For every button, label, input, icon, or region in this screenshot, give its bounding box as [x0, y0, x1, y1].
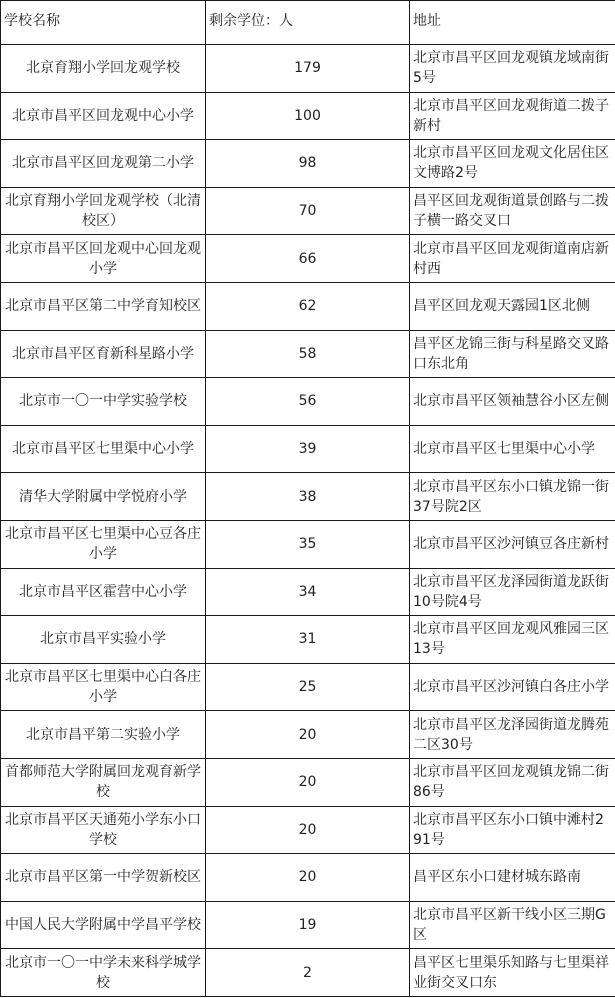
address-cell: 北京市昌平区新干线小区三期G区	[410, 901, 615, 949]
remaining-seats-cell: 25	[206, 663, 410, 711]
remaining-seats-cell: 179	[206, 45, 410, 93]
school-name-cell: 北京市昌平区天通苑小学东小口学校	[1, 806, 206, 854]
address-cell: 昌平区七里渠乐知路与七里渠祥业街交叉口东	[410, 949, 615, 997]
table-row	[1, 568, 615, 616]
remaining-seats-cell: 38	[206, 473, 410, 521]
address-cell: 北京市昌平区沙河镇白各庄小学	[410, 663, 615, 711]
school-name-cell: 北京市昌平区育新科星路小学	[1, 330, 206, 378]
table-row	[1, 330, 615, 378]
remaining-seats-cell: 58	[206, 330, 410, 378]
remaining-seats-cell: 98	[206, 140, 410, 188]
table-row	[1, 520, 615, 568]
address-cell: 北京市昌平区回龙观文化居住区文博路2号	[410, 140, 615, 188]
school-name-cell: 北京育翔小学回龙观学校（北清校区）	[1, 187, 206, 235]
remaining-seats-cell: 35	[206, 520, 410, 568]
address-cell: 北京市昌平区沙河镇豆各庄新村	[410, 520, 615, 568]
address-cell: 北京市昌平区回龙观镇龙域南街5号	[410, 45, 615, 93]
school-name-cell: 北京市昌平区回龙观中心回龙观小学	[1, 235, 206, 283]
school-name-cell: 北京市一〇一中学实验学校	[1, 378, 206, 426]
address-cell: 北京市昌平区回龙观街道南店新村西	[410, 235, 615, 283]
remaining-seats-cell: 56	[206, 378, 410, 426]
table-row	[1, 235, 615, 283]
table-row	[1, 616, 615, 664]
school-name-cell: 北京市昌平第二实验小学	[1, 711, 206, 759]
school-name-cell: 清华大学附属中学悦府小学	[1, 473, 206, 521]
address-cell: 昌平区龙锦三街与科星路交叉路口东北角	[410, 330, 615, 378]
school-name-cell: 北京市昌平区七里渠中心豆各庄小学	[1, 520, 206, 568]
header-remaining-seats: 剩余学位：人	[206, 1, 410, 45]
remaining-seats-cell: 19	[206, 901, 410, 949]
address-cell: 北京市昌平区龙泽园街道龙腾苑二区30号	[410, 711, 615, 759]
school-name-cell: 北京市昌平实验小学	[1, 616, 206, 664]
table-row	[1, 187, 615, 235]
remaining-seats-cell: 66	[206, 235, 410, 283]
address-cell: 北京市昌平区回龙观镇龙锦二街86号	[410, 758, 615, 806]
remaining-seats-cell: 20	[206, 758, 410, 806]
address-cell: 北京市昌平区龙泽园街道龙跃街10号院4号	[410, 568, 615, 616]
remaining-seats-cell: 2	[206, 949, 410, 997]
remaining-seats-cell: 20	[206, 854, 410, 902]
school-name-cell: 北京市昌平区回龙观第二小学	[1, 140, 206, 188]
address-cell: 北京市昌平区回龙观风雅园三区13号	[410, 616, 615, 664]
remaining-seats-cell: 34	[206, 568, 410, 616]
table-row	[1, 140, 615, 188]
address-cell: 昌平区回龙观街道景创路与二拨子横一路交叉口	[410, 187, 615, 235]
school-name-cell: 北京市一〇一中学未来科学城学校	[1, 949, 206, 997]
table-row	[1, 901, 615, 949]
table-row	[1, 378, 615, 426]
header-address: 地址	[410, 1, 615, 45]
remaining-seats-cell: 20	[206, 711, 410, 759]
header-school-name: 学校名称	[1, 1, 206, 45]
table-row	[1, 473, 615, 521]
address-cell: 昌平区东小口建材城东路南	[410, 854, 615, 902]
table-row	[1, 282, 615, 330]
table-row	[1, 711, 615, 759]
table-body	[1, 45, 615, 997]
school-name-cell: 北京市昌平区霍营中心小学	[1, 568, 206, 616]
table-row	[1, 806, 615, 854]
address-cell: 北京市昌平区回龙观街道二拨子新村	[410, 92, 615, 140]
table-row	[1, 663, 615, 711]
school-name-cell: 北京市昌平区第二中学育知校区	[1, 282, 206, 330]
remaining-seats-cell: 20	[206, 806, 410, 854]
table-row	[1, 949, 615, 997]
table-header-row	[1, 1, 615, 45]
school-name-cell: 北京市昌平区回龙观中心小学	[1, 92, 206, 140]
school-name-cell: 首都师范大学附属回龙观育新学校	[1, 758, 206, 806]
table-row	[1, 45, 615, 93]
remaining-seats-cell: 70	[206, 187, 410, 235]
address-cell: 昌平区回龙观天露园1区北侧	[410, 282, 615, 330]
school-name-cell: 中国人民大学附属中学昌平学校	[1, 901, 206, 949]
remaining-seats-cell: 31	[206, 616, 410, 664]
table-row	[1, 758, 615, 806]
address-cell: 北京市昌平区东小口镇龙锦一街37号院2区	[410, 473, 615, 521]
school-name-cell: 北京市昌平区第一中学贺新校区	[1, 854, 206, 902]
table-row	[1, 854, 615, 902]
address-cell: 北京市昌平区东小口镇中滩村291号	[410, 806, 615, 854]
school-name-cell: 北京育翔小学回龙观学校	[1, 45, 206, 93]
remaining-seats-cell: 39	[206, 425, 410, 473]
school-name-cell: 北京市昌平区七里渠中心小学	[1, 425, 206, 473]
address-cell: 北京市昌平区领袖慧谷小区左侧	[410, 378, 615, 426]
address-cell: 北京市昌平区七里渠中心小学	[410, 425, 615, 473]
table-row	[1, 92, 615, 140]
school-name-cell: 北京市昌平区七里渠中心白各庄小学	[1, 663, 206, 711]
remaining-seats-cell: 62	[206, 282, 410, 330]
remaining-seats-cell: 100	[206, 92, 410, 140]
table-row	[1, 425, 615, 473]
